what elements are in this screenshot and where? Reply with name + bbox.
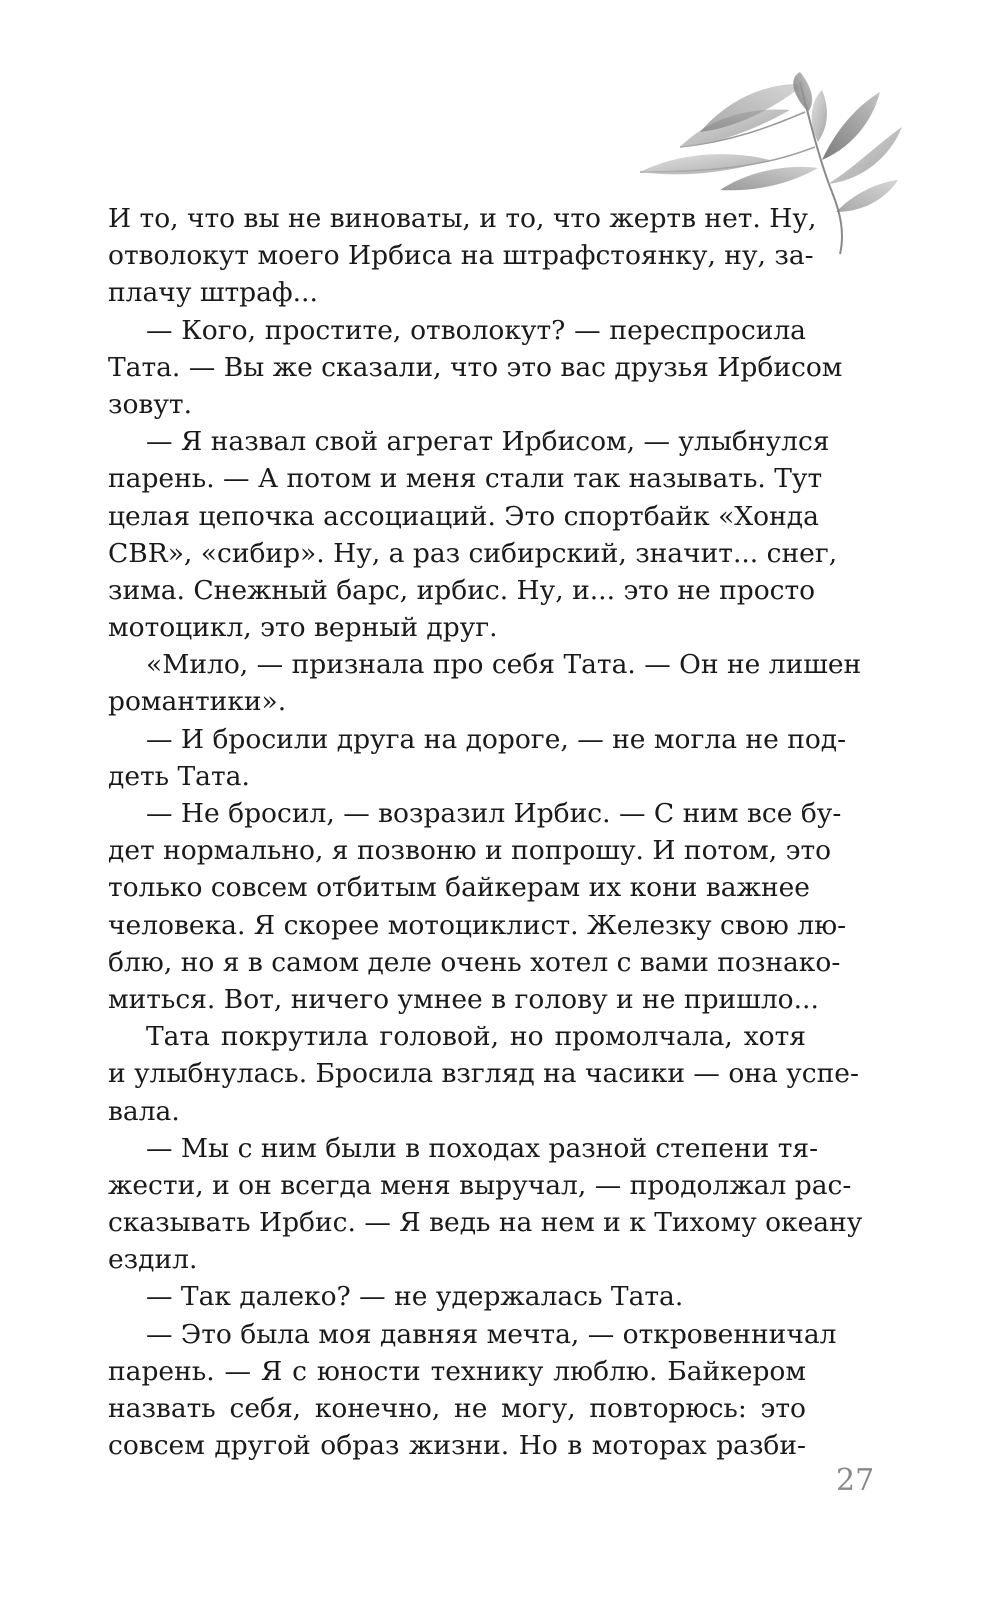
text-line: романтики». <box>108 686 287 718</box>
text-line: CBR», «сибир». Ну, а раз сибирский, значит... снег, <box>108 537 838 569</box>
text-line: парень. — А потом и меня стали так называть. Тут <box>108 463 823 495</box>
page-number: 27 <box>836 1463 875 1498</box>
text-line: деть Тата. <box>108 760 250 792</box>
text-line: Тата покрутила головой, но промолчала, хотя <box>146 1021 806 1053</box>
text-line: «Мило, — признала про себя Тата. — Он не лишен <box>146 649 862 681</box>
text-line: совсем другой образ жизни. Но в моторах разби- <box>108 1430 806 1462</box>
text-line: сказывать Ирбис. — Я ведь на нем и к Тихому океану <box>108 1207 863 1239</box>
text-line: отволокут моего Ирбиса на штрафстоянку, ну, за- <box>108 240 814 272</box>
text-line: дет нормально, я позвоню и попрошу. И потом, это <box>108 835 832 867</box>
text-line: ездил. <box>108 1244 198 1276</box>
text-line: — Мы с ним были в походах разной степени тя- <box>146 1132 819 1164</box>
text-line: — Я назвал свой агрегат Ирбисом, — улыбнулся <box>146 426 830 458</box>
text-line: только совсем отбитым байкерам их кони важнее <box>108 872 810 904</box>
body-text <box>108 200 863 1464</box>
text-line: — Не бросил, — возразил Ирбис. — С ним все бу- <box>146 798 842 829</box>
text-line: зима. Снежный барс, ирбис. Ну, и... это не просто <box>108 574 816 606</box>
text-line: жести, и он всегда меня выручал, — продолжал рас- <box>108 1169 852 1201</box>
text-line: парень. — Я с юности технику люблю. Байкером <box>108 1355 806 1387</box>
text-line: — Так далеко? — не удержалась Тата. <box>146 1281 684 1313</box>
text-line: — И бросили друга на дороге, — не могла не под- <box>146 723 847 755</box>
text-line: миться. Вот, ничего умнее в голову и не пришло... <box>108 983 819 1015</box>
text-line: вала. <box>108 1095 180 1127</box>
text-line: человека. Я скорее мотоциклист. Железку свою лю- <box>108 909 847 941</box>
text-line: блю, но я в самом деле очень хотел с вами познако- <box>108 946 841 978</box>
text-line: — Кого, простите, отволокут? — переспросила <box>146 314 806 346</box>
text-line: и улыбнулась. Бросила взгляд на часики — она успе- <box>108 1058 859 1090</box>
text-line: И то, что вы не виноваты, и то, что жертв нет. Ну, <box>108 203 817 234</box>
text-line: Тата. — Вы же сказали, что это вас друзья Ирбисом <box>108 351 843 383</box>
text-line: назвать себя, конечно, не могу, повторюсь: это <box>108 1393 806 1424</box>
text-line: мотоцикл, это верный друг. <box>108 612 498 644</box>
text-line: зовут. <box>108 388 193 420</box>
text-line: целая цепочка ассоциаций. Это спортбайк «Хонда <box>108 500 819 532</box>
text-line: — Это была моя давняя мечта, — откровенничал <box>146 1318 837 1350</box>
text-line: плачу штраф... <box>108 277 318 309</box>
